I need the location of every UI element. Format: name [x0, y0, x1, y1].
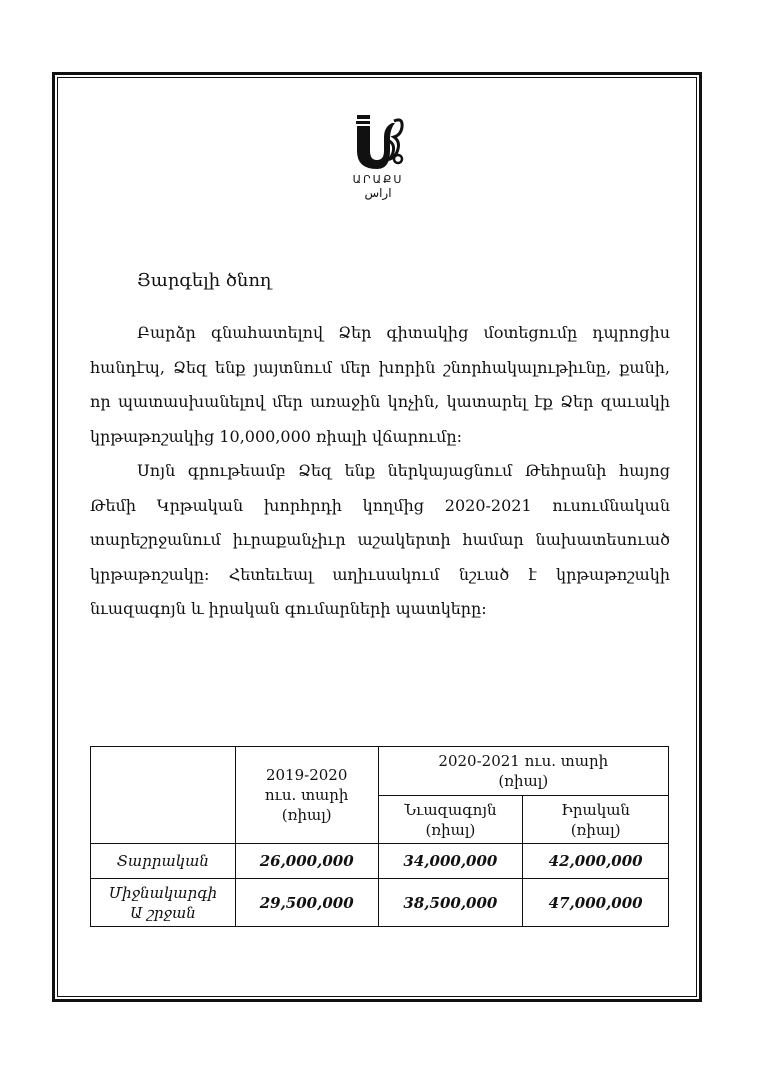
logo-caption-armenian: ԱՐԱՔՍ [352, 173, 404, 186]
table-corner-cell [91, 747, 236, 844]
value-minimum: 34,000,000 [378, 844, 523, 879]
subheader-minimum: Նւազագոյն (ռիալ) [378, 796, 523, 844]
value-2019: 29,500,000 [235, 879, 378, 927]
value-2019: 26,000,000 [235, 844, 378, 879]
greeting: Յարգելի ծնող [137, 270, 272, 291]
table-row [91, 879, 669, 927]
school-logo [340, 113, 416, 205]
subheader-actual: Իրական (ռիալ) [523, 796, 669, 844]
value-minimum: 38,500,000 [378, 879, 523, 927]
arax-logo-icon [340, 113, 416, 173]
logo-caption-persian: اراس [364, 186, 392, 200]
header-2019-2020: 2019-2020 ուս. տարի (ռիալ) [235, 747, 378, 844]
tuition-table [90, 746, 669, 927]
table-row [91, 844, 669, 879]
paragraph-2: Սոյն գրութեամբ Ձեզ ենք ներկայացնում Թեհրանի հայոց Թեմի Կրթական խորհրդի կողմից 2020-2021 ուսումնական տարեշրջանում իւրաքանչիւր աշակերտի համար նախատեսուած կրթաթոշակը: Հետեւեալ աղիւսակում նշւած է կրթաթոշակի նւազագոյն և իրական գումարների պատկերը: [90, 461, 670, 618]
value-actual: 47,000,000 [523, 879, 669, 927]
row-label-middle-school: Միջնակարգի Ա շրջան [91, 879, 236, 927]
header-2020-2021: 2020-2021 ուս. տարի (ռիալ) [378, 747, 668, 796]
paragraph-1: Բարձր գնահատելով Ձեր գիտակից մօտեցումը դպրոցիս հանդէպ, Ձեզ ենք յայտնում մեր խորին շնորհակալութիւնը, քանի, որ պատասխանելով մեր առաջին կոչին, կատարել էք Ձեր զաւակի կրթաթոշակից 10,000,000 ռիալի վճարումը: [90, 323, 670, 446]
row-label-elementary: Տարրական [91, 844, 236, 879]
value-actual: 42,000,000 [523, 844, 669, 879]
letter-body [90, 316, 670, 627]
